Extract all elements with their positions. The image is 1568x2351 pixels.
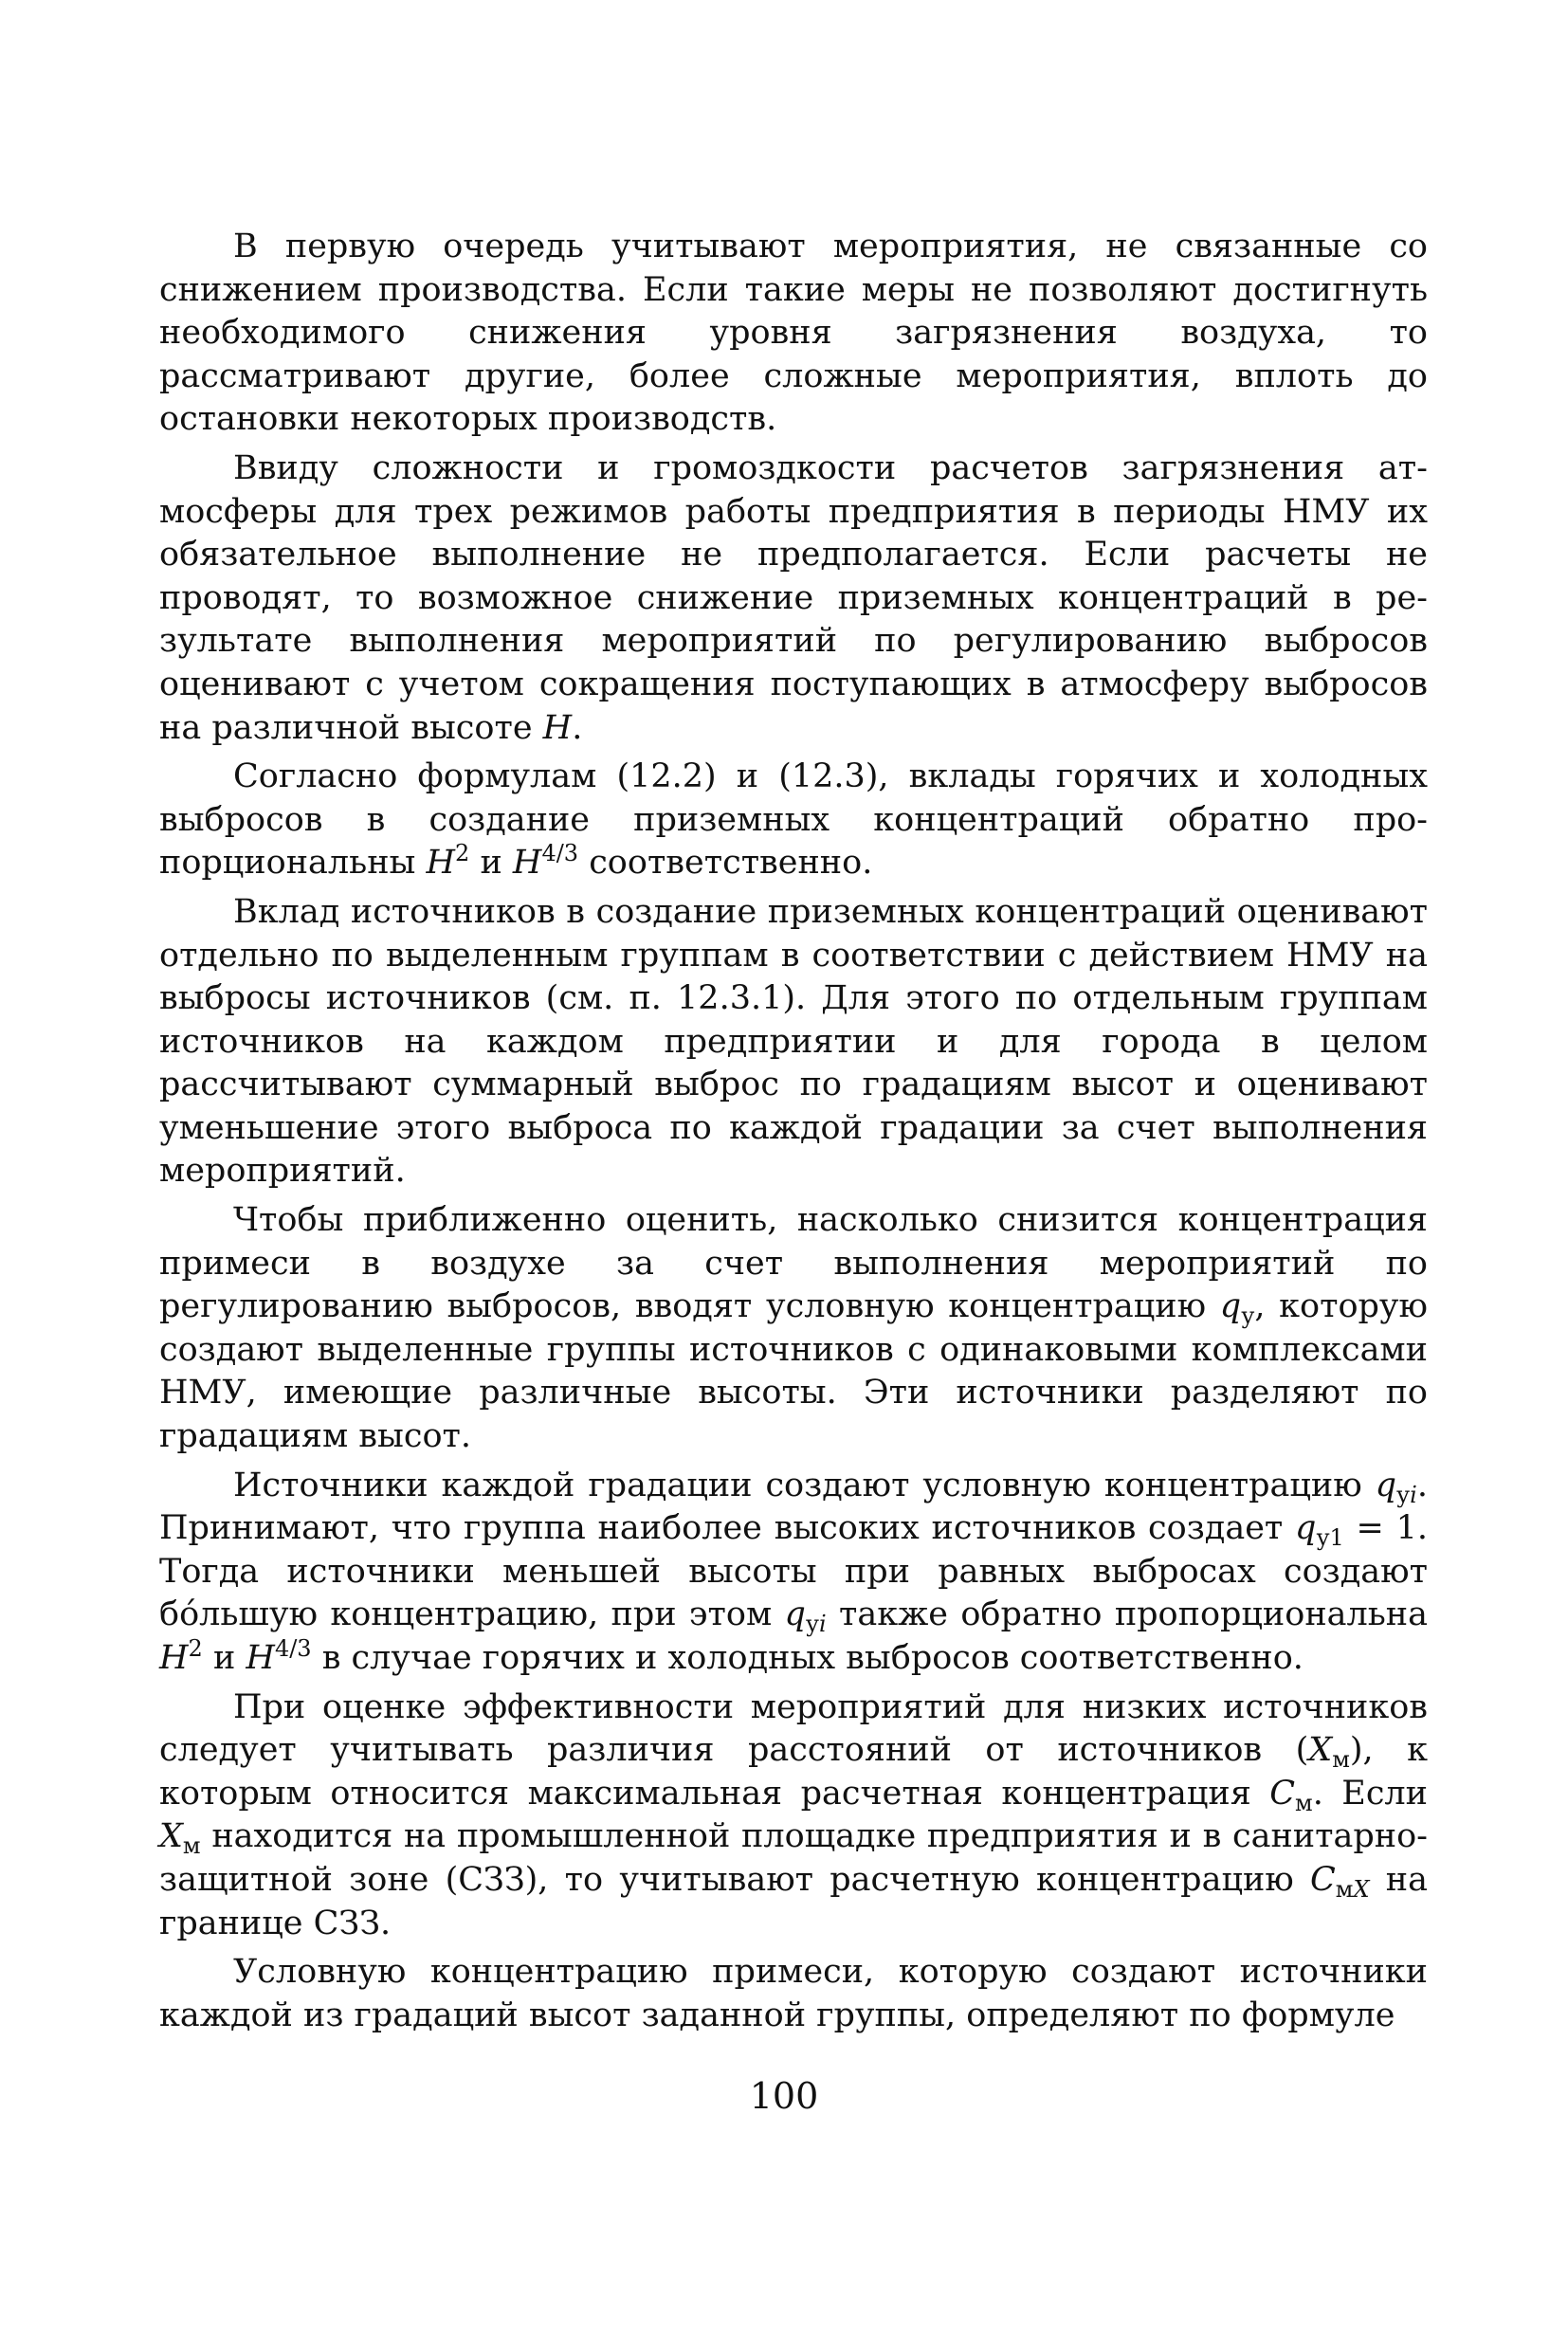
paragraph-3-end: соответственно. [578, 844, 873, 883]
paragraph-6-seg2: . Принимают, что группа наиболее высоких источников создает [159, 1466, 1428, 1548]
paragraph-1: В первую очередь учитывают мероприятия, не связанные со снижением производства. Если такие меры не позволяют достигнуть необходимого снижения уровня загрязнения воздуха, то рассматривают другие, более сложные мероприятия, вплоть до остановки некоторых производств. [159, 228, 1428, 439]
paragraph-5 [159, 1199, 1428, 1459]
math-var-x: X [1308, 1731, 1333, 1770]
paragraph-8: Условную концентрацию примеси, которую создают источники каждой из градаций высот заданной группы, определяют по формуле [159, 1953, 1428, 2034]
subscript-base: м [1335, 1875, 1354, 1903]
paragraph-4: Вклад источников в создание приземных концентраций оценивают отдельно по выделенным группам в соответствии с действием НМУ на выбросы источников (см. п. 12.3.1). Для этого по отдельным группам источников на каждом предприятии и для города в целом рассчитывают суммарный выброс по градациям высот и оценивают уменьшение этого выброса по каждой градации за счет выполнения мероприятий. [159, 892, 1428, 1191]
page-body [159, 226, 1428, 2037]
subscript-qyi [1396, 1482, 1417, 1508]
subscript-m: м [1295, 1789, 1313, 1816]
paragraph-2-end: . [572, 708, 583, 747]
paragraph-6-seg6: в случае горячих и холодных выбросов соответственно. [311, 1639, 1304, 1677]
subscript-m: м [1332, 1746, 1350, 1774]
math-var-x: X [159, 1817, 183, 1856]
paragraph-6-seg5: и [202, 1639, 246, 1677]
math-var-c: C [1310, 1860, 1336, 1899]
exponent-hot: 2 [455, 840, 470, 867]
math-var-h: H [542, 708, 573, 747]
paragraph-3-text: Согласно формулам (12.2) и (12.3), вклады горячих и холодных выбросов в создание приземных концентраций обратно пропорциональны [159, 757, 1428, 883]
subscript-mx [1336, 1876, 1370, 1903]
paragraph-5-end: , которую создают выделенные группы источников с одинаковыми комплексами НМУ, имеющие различные высоты. Эти источники разделяют по градациям высот. [159, 1287, 1428, 1456]
paragraph-7-seg3: . Если [1312, 1774, 1428, 1813]
paragraph-7-seg4: находится на промышленной площадке предприятия и в санитарно-защитной зоне (СЗЗ), то учитывают расчетную концентрацию [159, 1817, 1428, 1899]
subscript-m: м [182, 1832, 201, 1860]
subscript-base: у [1396, 1481, 1411, 1508]
paragraph-3 [159, 756, 1428, 885]
math-var-h: H [159, 1639, 189, 1677]
paragraph-6-seg4: также обратно пропорциональна [826, 1595, 1429, 1634]
paragraph-7-seg2: ), к которым относится максимальная расчетная концентрация [159, 1731, 1428, 1813]
math-var-q: q [1219, 1287, 1242, 1326]
math-var-q: q [1375, 1466, 1397, 1504]
conjunction: и [469, 844, 513, 883]
paragraph-7-seg1: При оценке эффективности мероприятий для низких источников следует учитывать различия расстояний от источников ( [159, 1687, 1428, 1770]
subscript-index: i [1410, 1481, 1417, 1508]
paragraph-6 [159, 1465, 1428, 1681]
math-var-h: H [246, 1639, 275, 1677]
math-var-h: H [426, 844, 456, 883]
paragraph-6-seg1: Источники каждой градации создают условную концентрацию [233, 1466, 1376, 1504]
paragraph-7 [159, 1686, 1428, 1946]
paragraph-7-seg5: на границе СЗЗ. [159, 1860, 1428, 1942]
exponent-cold: 4/3 [274, 1635, 312, 1662]
math-var-q: q [1295, 1509, 1317, 1548]
subscript-qy1: у1 [1316, 1524, 1344, 1552]
math-var-c: C [1269, 1774, 1296, 1813]
exponent-hot: 2 [188, 1635, 203, 1662]
subscript-index: i [819, 1611, 827, 1638]
subscript-q: у [1241, 1303, 1255, 1330]
math-var-q: q [784, 1595, 806, 1634]
subscript-index: X [1353, 1875, 1370, 1903]
paragraph-5-text: Чтобы приближенно оценить, насколько снизится концентрация примеси в воздухе за счет выполнения мероприятий по регулированию выбросов, вводят условную концентрацию [159, 1201, 1428, 1326]
paragraph-6-seg3: = 1. Тогда источники меньшей высоты при равных выбросах создают бóльшую концентрацию, при этом [159, 1509, 1428, 1634]
subscript-base: у [805, 1611, 820, 1638]
subscript-qyi [806, 1611, 827, 1637]
exponent-cold: 4/3 [541, 840, 579, 867]
paragraph-2 [159, 447, 1428, 750]
page-number: 100 [749, 2075, 819, 2117]
paragraph-2-text: Ввиду сложности и громоздкости расчетов загрязнения атмосферы для трех режимов работы предприятия в периоды НМУ их обязательное выполнение не предполагается. Если расчеты не проводят, то возможное снижение приземных концентраций в результате выполнения мероприятий по регулированию выбросов оценивают с учетом сокращения поступающих в атмосферу выбросов на различной высоте [159, 448, 1428, 747]
math-var-h: H [512, 844, 542, 883]
